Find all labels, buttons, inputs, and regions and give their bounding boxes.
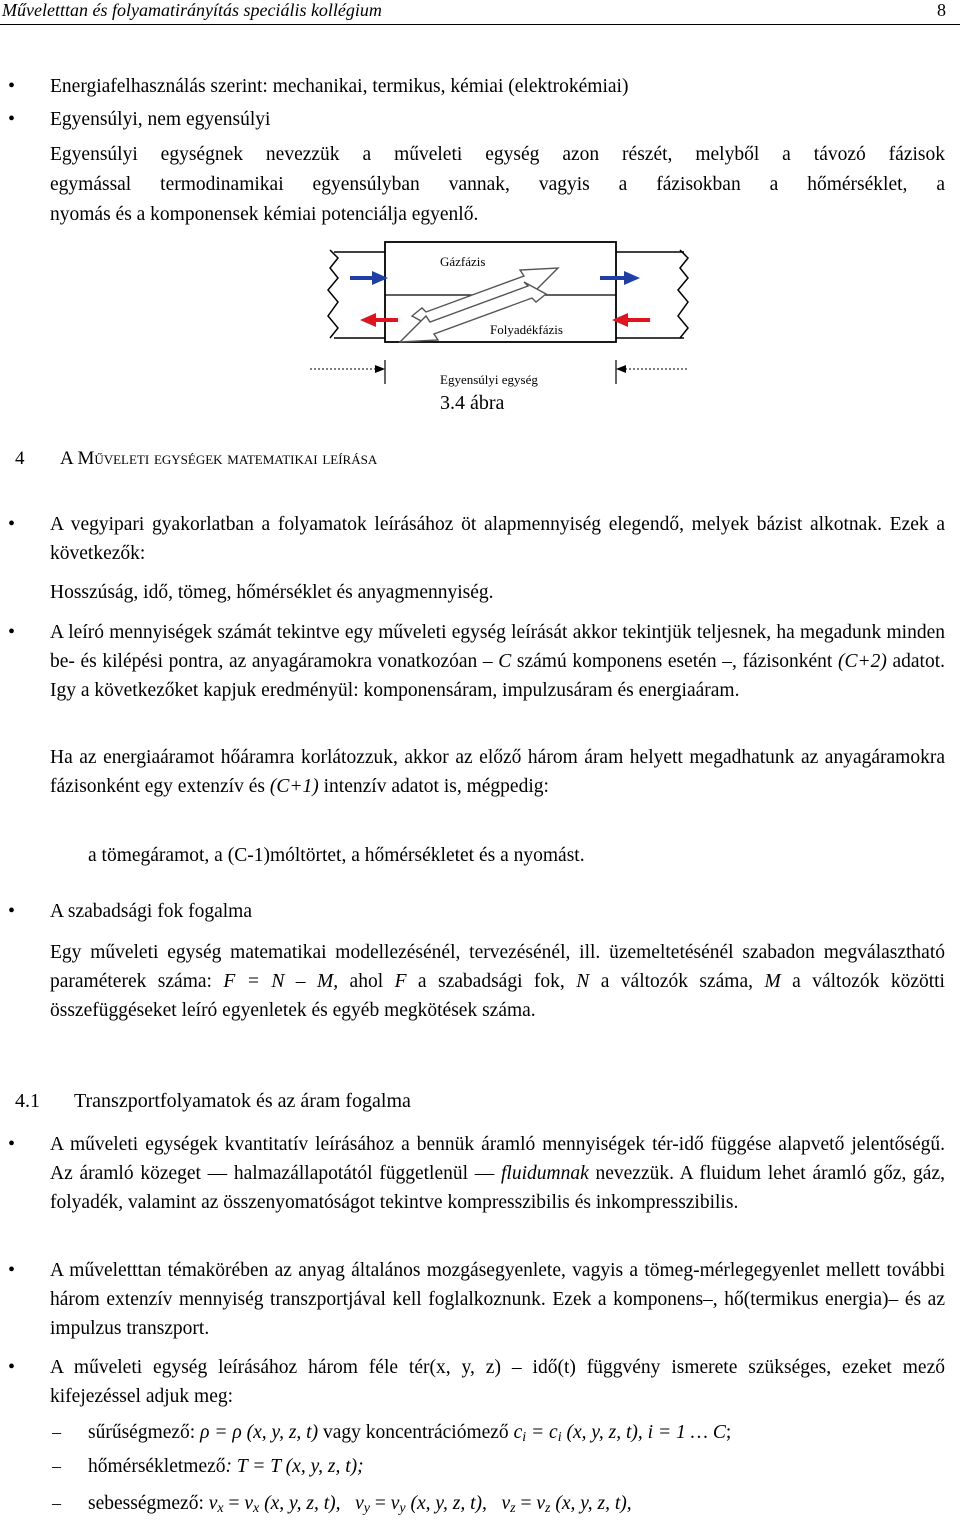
- section-4-number: 4: [15, 448, 25, 469]
- equilibrium-unit-figure: [300, 238, 700, 390]
- liquid-phase-label: Folyadékfázis: [490, 322, 563, 337]
- bullet-icon: •: [8, 1259, 16, 1281]
- intro-bullet-2: Egyensúlyi, nem egyensúlyi: [50, 109, 271, 130]
- definition-line-3: nyomás és a komponensek kémiai potenciálja egyenlő.: [50, 204, 479, 225]
- section-4-paragraph-3: Ha az energiaáramot hőáramra korlátozzuk, akkor az előző három áram helyett megadhatunk az anyagáramokra fázisonként egy extenzív és (C+1) intenzív adatot is, mégpedig:: [50, 747, 945, 797]
- section-4-paragraph-5: Egy műveleti egység matematikai modellezésénél, tervezésénél, ill. üzemeltetésénél szabadon megválasztható paraméterek száma: F = N – M, ahol F a szabadsági fok, N a változók száma, M a változók közötti összefüggéseket leíró egyenletek és egyéb megkötések száma.: [50, 942, 945, 1021]
- intro-bullet-1: Energiafelhasználás szerint: mechanikai, termikus, kémiai (elektrokémiai): [50, 76, 629, 97]
- section-4-1-paragraph-3: A műveleti egység leírásához három féle tér(x, y, z) – idő(t) függvény ismerete szükséges, ezeket mező kifejezéssel adjuk meg:: [50, 1357, 945, 1407]
- left-boundary-line: [328, 250, 338, 338]
- figure-caption: 3.4 ábra: [440, 392, 505, 414]
- page-header: [0, 0, 960, 25]
- right-boundary-line: [678, 250, 688, 338]
- section-4-1-paragraph-1: A műveleti egységek kvantitatív leírásához a bennük áramló mennyiségek tér-idő függése alapvető jelentőségű. Az áramló közeget — halmazállapotától függetlenül — fluidumnak nevezzük. A fluidum lehet áramló gőz, gáz, folyadék, valamint az összenyomatóságot tekintve kompresszibilis és inkompresszibilis.: [50, 1134, 945, 1213]
- dash-icon: –: [52, 1456, 61, 1476]
- bullet-icon: •: [8, 1133, 16, 1155]
- dash-icon: –: [52, 1493, 61, 1513]
- liquid-inlet-arrow-icon: [612, 313, 650, 327]
- bullet-icon: •: [8, 75, 16, 97]
- velocity-field-line: sebességmező: νx = νx (x, y, z, t), νy = νy (x, y, z, t), νz = νz (x, y, z, t),: [88, 1493, 632, 1516]
- section-4-base-quantities: Hosszúság, idő, tömeg, hőmérséklet és anyagmennyiség.: [50, 582, 494, 603]
- section-4-intensive-list: a tömegáramot, a (C-1)móltörtet, a hőmérsékletet és a nyomást.: [88, 845, 585, 866]
- density-field-line: sűrűségmező: ρ = ρ (x, y, z, t) vagy koncentrációmező ci = ci (x, y, z, t), i = 1 … C;: [88, 1422, 732, 1445]
- bullet-icon: •: [8, 513, 16, 535]
- section-4-1-paragraph-2: A műveletttan témakörében az anyag általános mozgásegyenlete, vagyis a tömeg-mérlegegyenlet mellett további három extenzív mennyiség transzportjával kell foglalkoznunk. Ezek a komponens–, hő(termikus energia)– és az impulzus transzport.: [50, 1260, 945, 1339]
- bullet-icon: •: [8, 621, 16, 643]
- equilibrium-unit-label: Egyensúlyi egység: [440, 372, 538, 387]
- gas-phase-label: Gázfázis: [440, 254, 486, 269]
- definition-line-1: Egyensúlyi egységnek nevezzük a műveleti egység azon részét, melyből a távozó fázisok: [50, 144, 945, 165]
- dash-icon: –: [52, 1422, 61, 1442]
- section-4-1-title: Transzportfolyamatok és az áram fogalma: [74, 1090, 411, 1112]
- header-title: Műveletttan és folyamatirányítás speciális kollégium: [2, 0, 382, 20]
- bullet-icon: •: [8, 108, 16, 130]
- bullet-icon: •: [8, 900, 16, 922]
- section-4-paragraph-1: A vegyipari gyakorlatban a folyamatok leírásához öt alapmennyiség elegendő, melyek bázist alkotnak. Ezek a következők:: [50, 514, 945, 564]
- section-4-paragraph-2: A leíró mennyiségek számát tekintve egy műveleti egység leírását akkor tekintjük teljesnek, ha megadunk minden be- és kilépési pontra, az anyagáramokra vonatkozóan – C számú komponens esetén –, fázisonként (C+2) adatot. Igy a következőket kapjuk eredményül: komponensáram, impulzusáram és energiaáram.: [50, 622, 945, 701]
- temperature-field-line: hőmérsékletmező: T = T (x, y, z, t);: [88, 1456, 364, 1477]
- degrees-of-freedom-heading: A szabadsági fok fogalma: [50, 901, 252, 922]
- section-4-1-number: 4.1: [15, 1090, 40, 1112]
- liquid-outlet-arrow-icon: [360, 313, 398, 327]
- section-4-title: A Műveleti egységek matematikai leírása: [60, 448, 378, 469]
- page-number: 8: [937, 0, 946, 20]
- bullet-icon: •: [8, 1356, 16, 1378]
- gas-outlet-arrow-icon: [600, 271, 640, 285]
- definition-line-2: egymással termodinamikai egyensúlyban vannak, vagyis a fázisokban a hőmérséklet, a: [50, 174, 945, 195]
- gas-inlet-arrow-icon: [350, 271, 388, 285]
